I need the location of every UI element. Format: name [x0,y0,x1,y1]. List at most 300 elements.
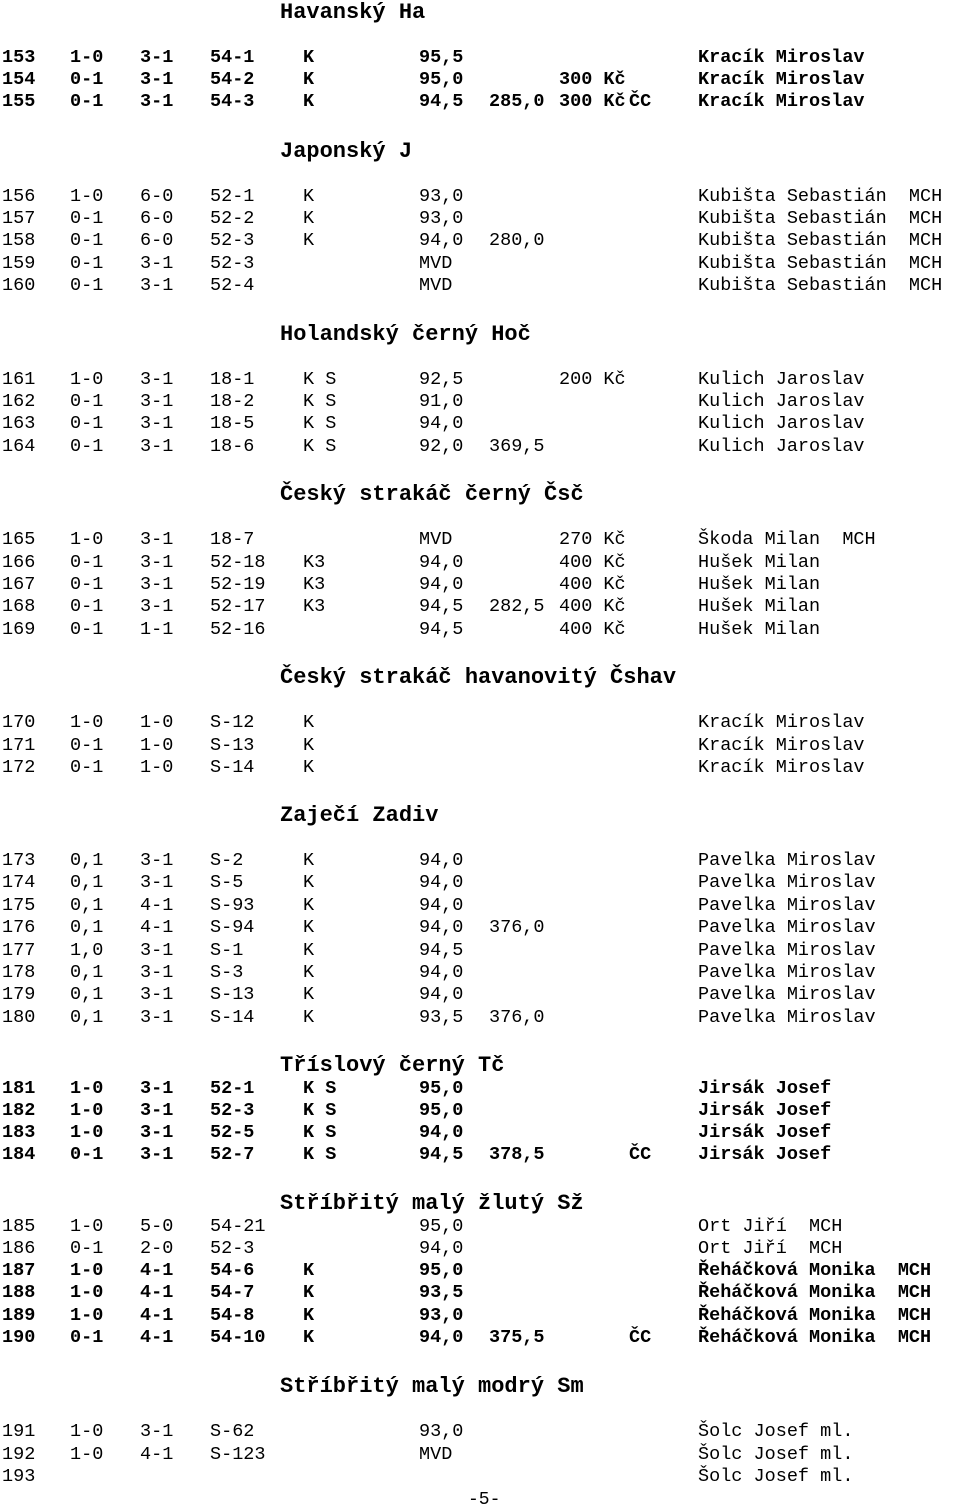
cell-age: 3-1 [140,962,174,983]
cell-number: 159 [2,253,36,274]
cell-class: K [303,850,315,871]
cell-number: 189 [2,1305,36,1326]
table-row [0,1007,960,1029]
cell-sex: 0,1 [70,984,104,1005]
cell-price: 270 Kč [559,529,626,550]
cell-breeder: Jirsák Josef [698,1078,832,1099]
cell-breeder: Řeháčková Monika MCH [698,1305,932,1326]
cell-sex: 1-0 [70,1078,104,1099]
cell-breeder: Kracík Miroslav [698,735,865,756]
cell-ring: 52-1 [210,1078,255,1099]
cell-number: 184 [2,1144,36,1165]
cell-number: 185 [2,1216,36,1237]
cell-age: 3-1 [140,369,174,390]
table-row [0,735,960,757]
table-row [0,369,960,391]
cell-ring: S-2 [210,850,244,871]
cell-breeder: Kulich Jaroslav [698,369,865,390]
cell-total: 376,0 [489,917,545,938]
cell-price: 400 Kč [559,619,626,640]
cell-breeder: Kubišta Sebastián MCH [698,186,943,207]
cell-breeder: Kubišta Sebastián MCH [698,230,943,251]
table-row [0,275,960,297]
cell-age: 4-1 [140,1327,174,1348]
cell-number: 156 [2,186,36,207]
cell-age: 3-1 [140,91,174,112]
cell-award: ČC [629,1144,652,1165]
section-title-cesky-strakac-havanovity: Český strakáč havanovitý Čshav [280,665,677,690]
cell-sex: 1-0 [70,1305,104,1326]
cell-score: 93,0 [419,186,464,207]
cell-total: 280,0 [489,230,545,251]
cell-ring: 54-2 [210,69,255,90]
cell-total: 375,5 [489,1327,545,1348]
cell-ring: 18-2 [210,391,255,412]
cell-number: 162 [2,391,36,412]
cell-sex: 1-0 [70,1216,104,1237]
page-number: -5- [468,1490,501,1510]
cell-breeder: Jirsák Josef [698,1100,832,1121]
table-row [0,940,960,962]
cell-class: K [303,230,315,251]
cell-sex: 0-1 [70,230,104,251]
cell-ring: S-14 [210,1007,255,1028]
cell-breeder: Hušek Milan [698,596,821,617]
cell-breeder: Kracík Miroslav [698,47,865,68]
cell-sex: 0-1 [70,391,104,412]
cell-score: 94,0 [419,574,464,595]
table-row [0,917,960,939]
cell-score: 94,0 [419,872,464,893]
cell-ring: 18-1 [210,369,255,390]
cell-age: 3-1 [140,940,174,961]
cell-score: MVD [419,253,453,274]
cell-class: K S [303,1122,337,1143]
cell-score: 94,0 [419,1122,464,1143]
cell-sex: 0-1 [70,1327,104,1348]
cell-score: 94,0 [419,230,464,251]
cell-age: 2-0 [140,1238,174,1259]
cell-breeder: Pavelka Miroslav [698,940,876,961]
table-row [0,253,960,275]
cell-number: 178 [2,962,36,983]
cell-age: 3-1 [140,574,174,595]
table-row [0,208,960,230]
cell-price: 300 Kč [559,69,626,90]
table-row [0,436,960,458]
cell-breeder: Hušek Milan [698,552,821,573]
cell-number: 175 [2,895,36,916]
cell-number: 191 [2,1421,36,1442]
table-row [0,1238,960,1260]
cell-age: 6-0 [140,186,174,207]
cell-breeder: Pavelka Miroslav [698,917,876,938]
table-row [0,69,960,91]
cell-sex: 0-1 [70,91,104,112]
section-title-stribrity-zluty: Stříbřitý malý žlutý Sž [280,1191,584,1216]
cell-age: 3-1 [140,984,174,1005]
cell-sex: 0-1 [70,253,104,274]
cell-age: 1-0 [140,757,174,778]
cell-sex: 0-1 [70,574,104,595]
cell-number: 183 [2,1122,36,1143]
cell-breeder: Pavelka Miroslav [698,872,876,893]
cell-class: K [303,1305,315,1326]
table-row [0,1327,960,1349]
cell-breeder: Hušek Milan [698,574,821,595]
cell-age: 3-1 [140,413,174,434]
table-row [0,413,960,435]
cell-score: 94,5 [419,619,464,640]
section-title-zajeci: Zaječí Zadiv [280,803,439,828]
cell-age: 3-1 [140,391,174,412]
cell-number: 170 [2,712,36,733]
cell-breeder: Ort Jiří MCH [698,1238,843,1259]
cell-breeder: Šolc Josef ml. [698,1444,854,1465]
cell-ring: S-3 [210,962,244,983]
cell-ring: S-123 [210,1444,266,1465]
cell-total: 376,0 [489,1007,545,1028]
cell-breeder: Jirsák Josef [698,1122,832,1143]
table-row [0,91,960,113]
section-title-stribrity-modry: Stříbřitý malý modrý Sm [280,1374,584,1399]
table-row [0,619,960,641]
cell-ring: 52-3 [210,1100,255,1121]
cell-number: 155 [2,91,36,112]
table-row [0,596,960,618]
cell-class: K3 [303,596,326,617]
cell-ring: 52-2 [210,208,255,229]
cell-breeder: Jirsák Josef [698,1144,832,1165]
cell-breeder: Kulich Jaroslav [698,413,865,434]
cell-number: 160 [2,275,36,296]
section-title-japonsky: Japonský J [280,139,413,164]
table-row [0,712,960,734]
cell-score: 95,0 [419,1100,464,1121]
cell-award: ČC [629,1327,652,1348]
cell-score: 95,0 [419,69,464,90]
cell-age: 4-1 [140,917,174,938]
cell-score: 92,5 [419,369,464,390]
cell-total: 285,0 [489,91,545,112]
section-title-holandsky: Holandský černý Hoč [280,322,531,347]
cell-score: 93,5 [419,1282,464,1303]
cell-number: 181 [2,1078,36,1099]
cell-class: K3 [303,552,326,573]
cell-class: K [303,208,315,229]
cell-ring: 54-8 [210,1305,255,1326]
cell-number: 158 [2,230,36,251]
cell-age: 3-1 [140,529,174,550]
cell-age: 3-1 [140,872,174,893]
table-row [0,1305,960,1327]
cell-age: 4-1 [140,1282,174,1303]
cell-sex: 1-0 [70,1122,104,1143]
cell-ring: 54-21 [210,1216,266,1237]
cell-class: K [303,984,315,1005]
cell-number: 153 [2,47,36,68]
cell-class: K [303,1327,315,1348]
cell-class: K3 [303,574,326,595]
cell-number: 173 [2,850,36,871]
table-row [0,1421,960,1443]
cell-breeder: Pavelka Miroslav [698,1007,876,1028]
cell-number: 165 [2,529,36,550]
cell-age: 3-1 [140,1144,174,1165]
table-row [0,230,960,252]
cell-class: K [303,962,315,983]
cell-number: 192 [2,1444,36,1465]
cell-score: 94,0 [419,962,464,983]
table-row [0,186,960,208]
cell-breeder: Kubišta Sebastián MCH [698,208,943,229]
cell-score: 92,0 [419,436,464,457]
cell-class: K S [303,369,337,390]
cell-age: 3-1 [140,436,174,457]
cell-class: K [303,735,315,756]
cell-number: 186 [2,1238,36,1259]
cell-score: MVD [419,1444,453,1465]
cell-breeder: Kulich Jaroslav [698,436,865,457]
cell-score: 94,0 [419,850,464,871]
cell-score: 94,0 [419,1327,464,1348]
cell-sex: 0-1 [70,619,104,640]
cell-breeder: Ort Jiří MCH [698,1216,843,1237]
cell-class: K [303,712,315,733]
cell-number: 168 [2,596,36,617]
cell-sex: 0,1 [70,917,104,938]
cell-sex: 0,1 [70,1007,104,1028]
cell-ring: 18-6 [210,436,255,457]
cell-ring: 52-18 [210,552,266,573]
cell-number: 154 [2,69,36,90]
cell-score: 95,0 [419,1078,464,1099]
cell-number: 190 [2,1327,36,1348]
cell-age: 4-1 [140,1305,174,1326]
table-row [0,1144,960,1166]
cell-class: K S [303,1078,337,1099]
cell-sex: 1-0 [70,1100,104,1121]
cell-number: 188 [2,1282,36,1303]
cell-number: 164 [2,436,36,457]
cell-ring: S-93 [210,895,255,916]
cell-ring: 52-3 [210,253,255,274]
cell-ring: S-5 [210,872,244,893]
cell-score: 93,5 [419,1007,464,1028]
cell-number: 179 [2,984,36,1005]
cell-class: K [303,895,315,916]
cell-score: 94,0 [419,984,464,1005]
cell-breeder: Pavelka Miroslav [698,850,876,871]
cell-number: 187 [2,1260,36,1281]
cell-breeder: Šolc Josef ml. [698,1466,854,1487]
cell-age: 6-0 [140,230,174,251]
cell-sex: 0-1 [70,208,104,229]
cell-number: 167 [2,574,36,595]
cell-sex: 0-1 [70,1238,104,1259]
cell-age: 3-1 [140,1122,174,1143]
cell-score: 94,0 [419,917,464,938]
cell-score: 95,0 [419,1216,464,1237]
cell-sex: 0,1 [70,895,104,916]
table-row [0,1282,960,1304]
cell-price: 400 Kč [559,596,626,617]
table-row [0,574,960,596]
cell-age: 3-1 [140,850,174,871]
table-row [0,872,960,894]
cell-ring: 54-10 [210,1327,266,1348]
cell-sex: 1-0 [70,369,104,390]
cell-age: 3-1 [140,596,174,617]
cell-ring: 52-4 [210,275,255,296]
cell-sex: 0-1 [70,413,104,434]
cell-ring: S-1 [210,940,244,961]
cell-number: 161 [2,369,36,390]
cell-age: 4-1 [140,895,174,916]
cell-class: K [303,872,315,893]
table-row [0,984,960,1006]
cell-sex: 1,0 [70,940,104,961]
cell-number: 182 [2,1100,36,1121]
cell-sex: 1-0 [70,1444,104,1465]
cell-class: K S [303,1100,337,1121]
cell-age: 3-1 [140,1100,174,1121]
table-row [0,1100,960,1122]
cell-age: 1-0 [140,735,174,756]
cell-ring: 52-16 [210,619,266,640]
cell-age: 1-1 [140,619,174,640]
cell-class: K [303,186,315,207]
cell-score: 94,0 [419,895,464,916]
table-row [0,895,960,917]
cell-ring: 52-3 [210,230,255,251]
cell-class: K [303,69,315,90]
cell-class: K [303,1260,315,1281]
cell-sex: 0-1 [70,436,104,457]
cell-score: MVD [419,275,453,296]
cell-ring: S-62 [210,1421,255,1442]
cell-class: K [303,940,315,961]
cell-score: 94,5 [419,940,464,961]
cell-breeder: Kracík Miroslav [698,91,865,112]
cell-sex: 1-0 [70,1282,104,1303]
cell-ring: 54-6 [210,1260,255,1281]
cell-ring: S-14 [210,757,255,778]
cell-ring: S-94 [210,917,255,938]
cell-sex: 0-1 [70,552,104,573]
cell-number: 172 [2,757,36,778]
cell-breeder: Pavelka Miroslav [698,895,876,916]
cell-number: 174 [2,872,36,893]
cell-ring: 54-3 [210,91,255,112]
table-row [0,1444,960,1466]
table-row [0,757,960,779]
section-title-cesky-strakac-cerny: Český strakáč černý Čsč [280,482,584,507]
cell-total: 282,5 [489,596,545,617]
cell-number: 157 [2,208,36,229]
cell-sex: 1-0 [70,186,104,207]
cell-number: 163 [2,413,36,434]
cell-age: 1-0 [140,712,174,733]
table-row [0,1122,960,1144]
cell-sex: 1-0 [70,47,104,68]
cell-ring: 52-5 [210,1122,255,1143]
table-row [0,529,960,551]
cell-ring: 18-7 [210,529,255,550]
cell-number: 169 [2,619,36,640]
cell-breeder: Řeháčková Monika MCH [698,1260,932,1281]
cell-breeder: Pavelka Miroslav [698,984,876,1005]
cell-age: 6-0 [140,208,174,229]
cell-breeder: Kubišta Sebastián MCH [698,275,943,296]
cell-score: 95,0 [419,1260,464,1281]
cell-breeder: Šolc Josef ml. [698,1421,854,1442]
table-row [0,47,960,69]
cell-number: 176 [2,917,36,938]
cell-age: 4-1 [140,1444,174,1465]
cell-age: 3-1 [140,69,174,90]
cell-ring: 52-1 [210,186,255,207]
cell-sex: 0-1 [70,69,104,90]
cell-breeder: Řeháčková Monika MCH [698,1282,932,1303]
cell-ring: 18-5 [210,413,255,434]
cell-breeder: Hušek Milan [698,619,821,640]
cell-sex: 0-1 [70,275,104,296]
cell-breeder: Škoda Milan MCH [698,529,876,550]
cell-class: K [303,91,315,112]
cell-breeder: Pavelka Miroslav [698,962,876,983]
cell-ring: S-13 [210,984,255,1005]
cell-sex: 0,1 [70,872,104,893]
table-row [0,1078,960,1100]
cell-class: K [303,47,315,68]
table-row [0,850,960,872]
cell-score: 94,5 [419,1144,464,1165]
cell-score: 94,5 [419,91,464,112]
table-row [0,1216,960,1238]
cell-number: 180 [2,1007,36,1028]
table-row [0,1466,960,1488]
cell-breeder: Kubišta Sebastián MCH [698,253,943,274]
table-row [0,1260,960,1282]
cell-price: 300 Kč [559,91,626,112]
cell-sex: 1-0 [70,712,104,733]
cell-sex: 0-1 [70,757,104,778]
cell-score: 91,0 [419,391,464,412]
cell-age: 3-1 [140,47,174,68]
cell-score: 93,0 [419,208,464,229]
cell-sex: 1-0 [70,1421,104,1442]
cell-sex: 0,1 [70,850,104,871]
cell-sex: 1-0 [70,529,104,550]
cell-sex: 0-1 [70,735,104,756]
cell-sex: 0,1 [70,962,104,983]
cell-ring: S-12 [210,712,255,733]
cell-ring: 54-7 [210,1282,255,1303]
cell-age: 3-1 [140,552,174,573]
cell-class: K [303,757,315,778]
cell-ring: 52-19 [210,574,266,595]
cell-age: 3-1 [140,253,174,274]
cell-breeder: Kracík Miroslav [698,757,865,778]
cell-sex: 0-1 [70,596,104,617]
cell-number: 171 [2,735,36,756]
cell-number: 177 [2,940,36,961]
cell-number: 166 [2,552,36,573]
cell-price: 400 Kč [559,574,626,595]
cell-sex: 1-0 [70,1260,104,1281]
cell-score: 94,0 [419,552,464,573]
